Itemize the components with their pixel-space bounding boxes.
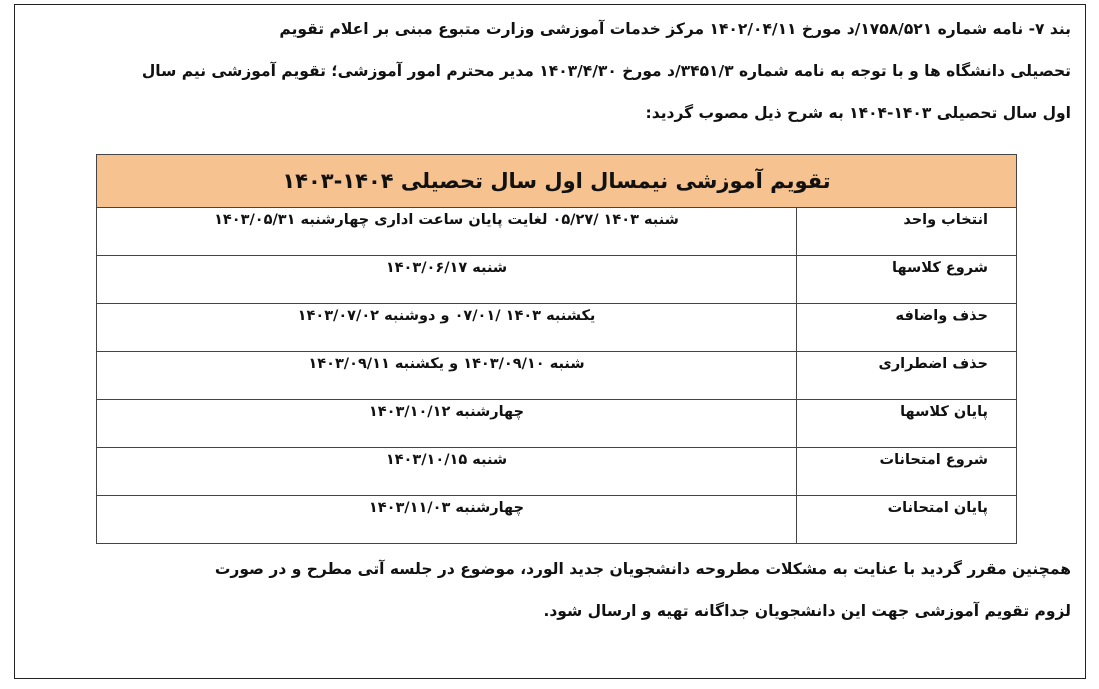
intro-line: تحصیلی دانشگاه ها و با توجه به نامه شماره ۳۴۵۱/۳/د مورخ ۱۴۰۳/۴/۳۰ مدیر محترم امور آموزشی؛ تقویم آموزشی نیم سال bbox=[141, 62, 1071, 80]
closing-line: لزوم تقویم آموزشی جهت این دانشجویان جداگانه تهیه و ارسال شود. bbox=[543, 602, 1071, 620]
table-row bbox=[97, 400, 1017, 448]
row-value: چهارشنبه ۱۴۰۳/۱۱/۰۳ bbox=[97, 496, 797, 544]
row-value: شنبه ۱۴۰۳/۰۹/۱۰ و یکشنبه ۱۴۰۳/۰۹/۱۱ bbox=[97, 352, 797, 400]
row-label: پایان امتحانات bbox=[797, 496, 1017, 544]
row-label: شروع امتحانات bbox=[797, 448, 1017, 496]
row-label: شروع کلاسها bbox=[797, 256, 1017, 304]
row-value: چهارشنبه ۱۴۰۳/۱۰/۱۲ bbox=[97, 400, 797, 448]
intro-line: اول سال تحصیلی ۱۴۰۳-۱۴۰۴ به شرح ذیل مصوب گردید: bbox=[645, 104, 1071, 122]
row-value: شنبه ۱۴۰۳/۰۶/۱۷ bbox=[97, 256, 797, 304]
row-label: پایان کلاسها bbox=[797, 400, 1017, 448]
table-row bbox=[97, 256, 1017, 304]
row-value: شنبه ۱۴۰۳/۱۰/۱۵ bbox=[97, 448, 797, 496]
row-value: یکشنبه ۱۴۰۳ /۰۷/۰۱ و دوشنبه ۱۴۰۳/۰۷/۰۲ bbox=[97, 304, 797, 352]
closing-paragraph bbox=[18, 548, 1071, 632]
table-row bbox=[97, 208, 1017, 256]
table-row bbox=[97, 352, 1017, 400]
intro-paragraph bbox=[18, 8, 1071, 134]
calendar-title: تقویم آموزشی نیمسال اول سال تحصیلی ۱۴۰۴-۱۴۰۳ bbox=[97, 155, 1017, 208]
table-row bbox=[97, 448, 1017, 496]
row-label: حذف اضطراری bbox=[797, 352, 1017, 400]
table-row bbox=[97, 304, 1017, 352]
intro-line: بند ۷- نامه شماره ۱۷۵۸/۵۲۱/د مورخ ۱۴۰۲/۰۴/۱۱ مرکز خدمات آموزشی وزارت متبوع مبنی بر اعلام تقویم bbox=[279, 20, 1071, 38]
row-value: شنبه ۱۴۰۳ /۰۵/۲۷ لغایت پایان ساعت اداری چهارشنبه ۱۴۰۳/۰۵/۳۱ bbox=[97, 208, 797, 256]
closing-line: همچنین مقرر گردید با عنایت به مشکلات مطروحه دانشجویان جدید الورد، موضوع در جلسه آتی مطرح و در صورت bbox=[214, 560, 1071, 578]
row-label: حذف واضافه bbox=[797, 304, 1017, 352]
academic-calendar-table bbox=[96, 154, 1017, 544]
row-label: انتخاب واحد bbox=[797, 208, 1017, 256]
table-row bbox=[97, 496, 1017, 544]
